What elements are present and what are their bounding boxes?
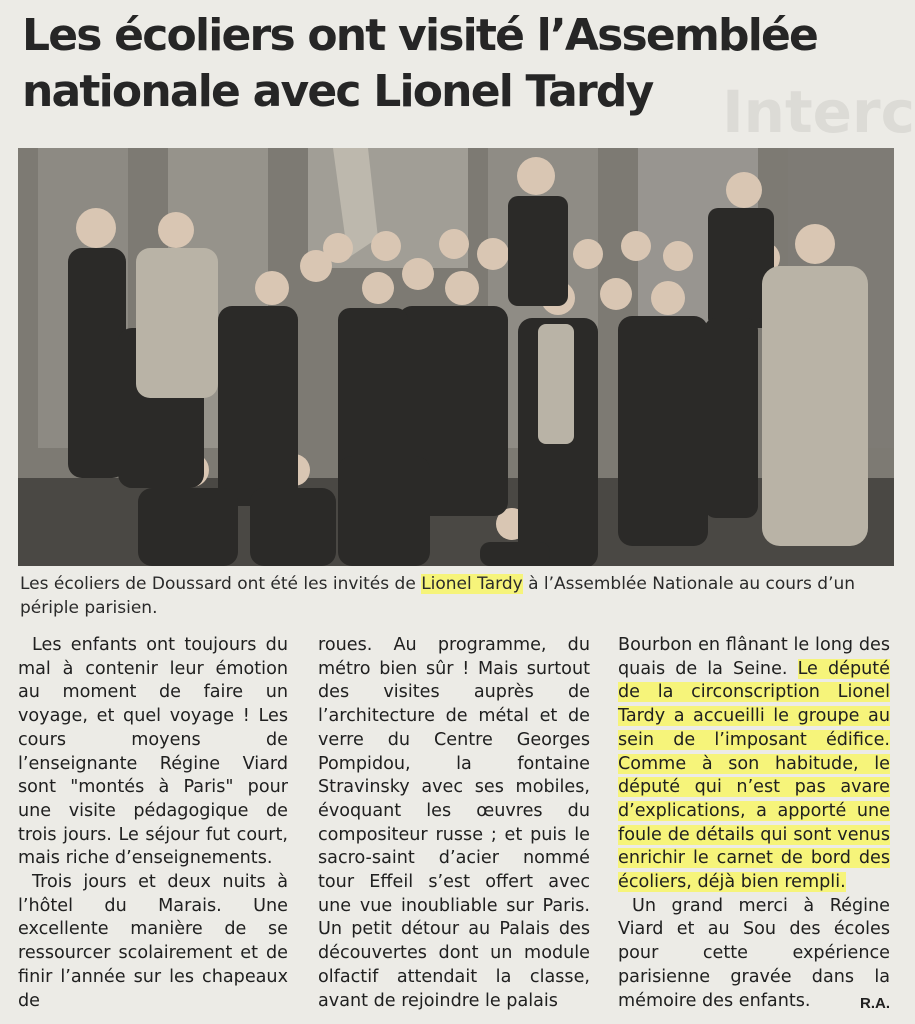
column-1-paragraph-1: Les enfants ont toujours du mal à contenir leur émotion au moment de faire un voyage, et quel voyage ! Les cours moyens de l’enseignante Régine Viard sont "montés à Paris" pour une visite pédagogique de trois jours. Le séjour fut court, mais riche d’enseignements. [18,635,288,869]
column-3-paragraph-2 [618,895,890,1014]
article-column-1 [18,634,288,1013]
column-2-paragraph-1: roues. Au programme, du métro bien sûr ! Mais surtout des visites auprès de l’architecture de métal et de verre du Centre Georges Pompidou, la fontaine Stravinsky avec ses mobiles, évoquant les œuvres du compositeur russe ; et puis le sacro-saint d’acier nommé tour Effeil s’est offert avec une vue inoubliable sur Paris. Un petit détour au Palais des découvertes dont un module olfactif attendait la classe, avant de rejoindre le palais [318,635,590,1011]
group-photo [18,148,894,566]
group-photo-illustration [18,148,894,566]
caption-text-start: Les écoliers de Doussard ont été les invités de [20,574,422,594]
article-column-2 [318,634,590,1013]
author-signature: R.A. [860,994,890,1012]
bleed-through-text: Interc [722,78,915,138]
photo-caption [20,572,900,620]
column-3-highlighted-text: Le député de la circonscription Lionel Tardy a accueilli le groupe au sein de l’imposant édifice. Comme à son habitude, le député qui n’est pas avare d’explications, a apporté une foule de détails qui sont venus enrichir le carnet de bord des écoliers, déjà bien rempli. [618,658,890,893]
column-1-paragraph-2: Trois jours et deux nuits à l’hôtel du Marais. Une excellente manière de se ressourcer scolairement et de finir l’année sur les chapeaux de [18,872,288,1011]
article-column-3 [618,634,890,1015]
column-3-thanks-text: Un grand merci à Régine Viard et au Sou des écoles pour cette expérience parisienne gravée dans la mémoire des enfants. [618,895,890,1011]
column-3-plain-text: Bourbon en flânant le long des quais de la Seine. [618,635,890,679]
article-headline: Les écoliers ont visité l’Assemblée nationale avec Lionel Tardy [22,10,818,117]
caption-text-end: à l’Assemblée Nationale au cours d’un périple parisien. [20,574,856,618]
column-3-paragraph-1 [618,634,890,895]
caption-highlight: Lionel Tardy [421,574,523,594]
